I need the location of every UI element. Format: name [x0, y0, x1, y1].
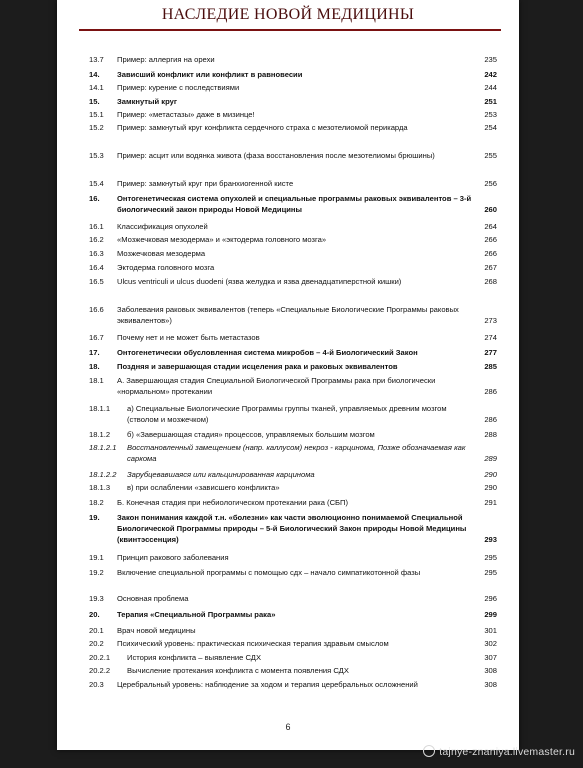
toc-entry-page: 242: [484, 70, 497, 79]
toc-entry-number: 19.: [89, 513, 100, 522]
toc-entry[interactable]: [89, 442, 497, 464]
toc-entry-number: 18.1.2.1: [89, 443, 117, 452]
toc-entry-title: Врач новой медицины: [117, 626, 196, 635]
toc-entry-number: 20.: [89, 610, 100, 619]
toc-entry[interactable]: [89, 234, 497, 245]
toc-entry-number: 16.5: [89, 277, 104, 286]
toc-entry-page: 301: [484, 626, 497, 635]
watermark-text: tajnye-znaniya.livemaster.ru: [439, 746, 575, 758]
toc-entry-page: 255: [484, 151, 497, 160]
toc-entry-number: 18.2: [89, 498, 104, 507]
toc-entry-page: 299: [484, 610, 497, 619]
toc-entry[interactable]: [89, 82, 497, 93]
watermark: [423, 745, 575, 758]
toc-entry-page: 296: [484, 594, 497, 603]
toc-entry-number: 19.3: [89, 594, 104, 603]
toc-entry-page: 291: [484, 498, 497, 507]
toc-entry-number: 15.4: [89, 179, 104, 188]
toc-entry-number: 16.2: [89, 235, 104, 244]
toc-entry-title: Пример: асцит или водянка живота (фаза восстановления после мезотелиомы брюшины): [117, 151, 435, 160]
toc-entry[interactable]: [89, 652, 497, 663]
toc-entry-number: 16.7: [89, 333, 104, 342]
toc-entry-title: А. Завершающая стадия Специальной Биологической Программы рака при биологически «нормальном» протекании: [117, 376, 436, 396]
toc-entry-title: Замкнутый круг: [117, 97, 178, 106]
toc-entry-title: Пример: замкнутый круг конфликта сердечного страха с мезотелиомой перикарда: [117, 123, 408, 132]
toc-entry[interactable]: [89, 665, 497, 676]
toc-entry-number: 16.6: [89, 305, 104, 314]
toc-entry-title: «Мозжечковая мезодерма» и «эктодерма головного мозга»: [117, 235, 327, 244]
toc-entry-page: 264: [484, 222, 497, 231]
toc-entry-page: 285: [484, 362, 497, 371]
toc-entry[interactable]: [89, 567, 497, 578]
toc-entry-page: 302: [484, 639, 497, 648]
toc-entry-number: 16.: [89, 194, 100, 203]
toc-entry[interactable]: [89, 512, 497, 545]
toc-entry-page: 244: [484, 83, 497, 92]
toc-entry[interactable]: [89, 221, 497, 232]
toc-entry-number: 18.1.3: [89, 483, 111, 492]
toc-entry-title: Восстановленный замещением (напр. каллусом) некроз - карцинома, Позже обозначаемая как саркома: [127, 443, 466, 463]
toc-entry-page: 308: [484, 680, 497, 689]
book-page: [57, 0, 519, 750]
toc-entry-number: 14.1: [89, 83, 104, 92]
toc-entry-title: Заболевания раковых эквивалентов (теперь «Специальные Биологические Программы раковых эквивалентов»): [117, 305, 459, 325]
toc-entry-page: 251: [484, 97, 497, 106]
toc-entry-page: 274: [484, 333, 497, 342]
toc-entry-title: Пример: замкнутый круг при бранхиогенной кисте: [117, 179, 294, 188]
toc-entry-page: 290: [484, 470, 497, 479]
toc-entry-page: 295: [484, 553, 497, 562]
toc-entry[interactable]: [89, 609, 497, 620]
toc-entry-page: 273: [484, 316, 497, 325]
toc-entry[interactable]: [89, 193, 497, 215]
toc-entry-page: 293: [484, 535, 497, 544]
toc-entry[interactable]: [89, 375, 497, 397]
toc-entry-title: Мозжечковая мезодерма: [117, 249, 206, 258]
toc-entry-number: 16.1: [89, 222, 104, 231]
toc-entry-title: Ulcus ventriculi и ulcus duodeni (язва желудка и язва двенадцатиперстной кишки): [117, 277, 402, 286]
toc-entry-number: 15.3: [89, 151, 104, 160]
toc-entry[interactable]: [89, 403, 497, 425]
toc-entry[interactable]: [89, 304, 497, 326]
toc-entry-number: 16.3: [89, 249, 104, 258]
toc-entry-number: 18.1.1: [89, 404, 111, 413]
toc-entry-number: 20.2.1: [89, 653, 111, 662]
shop-logo-icon: [423, 745, 435, 757]
toc-entry-title: Закон понимания каждой т.н. «болезни» как части эволюционно понимаемой Специальной Биологической Программы природы – 5-й Биологический Закон природы Новой Медицины (квинтэссенция): [117, 513, 467, 544]
toc-entry-number: 18.1.2: [89, 430, 111, 439]
toc-entry-number: 18.1.2.2: [89, 470, 117, 479]
page-number: 6: [285, 722, 291, 732]
toc-entry[interactable]: [89, 482, 497, 493]
toc-entry[interactable]: [89, 552, 497, 563]
toc-entry[interactable]: [89, 54, 497, 65]
toc-entry-title: Вычисление протекания конфликта с момента появления СДХ: [127, 666, 349, 675]
toc-entry-number: 17.: [89, 348, 100, 357]
toc-entry-title: Принцип ракового заболевания: [117, 553, 229, 562]
toc-entry-number: 18.1: [89, 376, 104, 385]
toc-entry[interactable]: [89, 497, 497, 508]
toc-entry[interactable]: [89, 248, 497, 259]
toc-entry[interactable]: [89, 262, 497, 273]
toc-entry-title: а) Специальные Биологические Программы группы тканей, управляемых древним мозгом (стволом и мозжечком): [127, 404, 447, 424]
toc-entry-title: Терапия «Специальной Программы рака»: [117, 610, 276, 619]
toc-entry[interactable]: [89, 625, 497, 636]
toc-entry[interactable]: [89, 347, 497, 358]
toc-entry[interactable]: [89, 276, 497, 287]
toc-entry-page: 260: [484, 205, 497, 214]
toc-entry-title: б) «Завершающая стадия» процессов, управляемых большим мозгом: [127, 430, 375, 439]
toc-entry-number: 16.4: [89, 263, 104, 272]
toc-entry-number: 18.: [89, 362, 100, 371]
toc-entry-title: Основная проблема: [117, 594, 189, 603]
toc-entry-page: 256: [484, 179, 497, 188]
toc-entry[interactable]: [89, 96, 497, 107]
toc-entry-number: 15.: [89, 97, 100, 106]
toc-entry-page: 266: [484, 249, 497, 258]
toc-entry-page: 267: [484, 263, 497, 272]
toc-entry-title: Зависший конфликт или конфликт в равновесии: [117, 70, 303, 79]
toc-entry[interactable]: [89, 361, 497, 372]
toc-entry-number: 19.1: [89, 553, 104, 562]
toc-entry-title: Онтогенетически обусловленная система микробов – 4-й Биологический Закон: [117, 348, 418, 357]
toc-entry-title: Пример: курение с последствиями: [117, 83, 240, 92]
toc-entry-title: в) при ослаблении «зависшего конфликта»: [127, 483, 280, 492]
toc-entry-page: 266: [484, 235, 497, 244]
toc-entry-page: 289: [484, 454, 497, 463]
toc-entry[interactable]: [89, 178, 497, 189]
toc-entry[interactable]: [89, 593, 497, 604]
toc-entry-title: Зарубцевавшаяся или кальцинированная карцинома: [127, 470, 315, 479]
toc-entry[interactable]: [89, 638, 497, 649]
toc-entry-number: 20.2: [89, 639, 104, 648]
toc-entry-number: 15.1: [89, 110, 104, 119]
toc-entry-title: Эктодерма головного мозга: [117, 263, 215, 272]
toc-entry-page: 286: [484, 387, 497, 396]
toc-entry-title: Пример: аллергия на орехи: [117, 55, 215, 64]
toc-entry[interactable]: [89, 109, 497, 120]
toc-entry-title: Классификация опухолей: [117, 222, 208, 231]
toc-entry-title: Поздняя и завершающая стадии исцеления рака и раковых эквивалентов: [117, 362, 398, 371]
toc-entry-title: Почему нет и не может быть метастазов: [117, 333, 260, 342]
toc-entry[interactable]: [89, 69, 497, 80]
toc-entry-number: 13.7: [89, 55, 104, 64]
toc-entry-page: 235: [484, 55, 497, 64]
toc-entry[interactable]: [89, 469, 497, 480]
toc-entry-number: 19.2: [89, 568, 104, 577]
toc-entry[interactable]: [89, 679, 497, 690]
toc-entry[interactable]: [89, 150, 497, 161]
toc-entry-number: 20.1: [89, 626, 104, 635]
toc-entry-title: Пример: «метастазы» даже в мизинце!: [117, 110, 255, 119]
toc-entry-page: 253: [484, 110, 497, 119]
toc-entry-page: 277: [484, 348, 497, 357]
toc-entry-page: 290: [484, 483, 497, 492]
toc-entry-number: 20.2.2: [89, 666, 111, 675]
toc-entry-number: 15.2: [89, 123, 104, 132]
toc-entry-number: 14.: [89, 70, 100, 79]
toc-entry[interactable]: [89, 122, 497, 133]
toc-entry-page: 308: [484, 666, 497, 675]
toc-entry-title: Включение специальной программы с помощью сдх – начало симпатикотонной фазы: [117, 568, 421, 577]
toc-entry-title: Б. Конечная стадия при небиологическом протекании рака (СБП): [117, 498, 349, 507]
toc-entry-number: 20.3: [89, 680, 104, 689]
toc-entry-title: Церебральный уровень: наблюдение за ходом и терапия церебральных осложнений: [117, 680, 418, 689]
toc-entry-title: Психический уровень: практическая психическая терапия здравым смыслом: [117, 639, 389, 648]
toc-entry-page: 307: [484, 653, 497, 662]
toc-entry-page: 288: [484, 430, 497, 439]
toc-entry-page: 254: [484, 123, 497, 132]
toc-entry-title: Онтогенетическая система опухолей и специальные программы раковых эквивалентов – 3-й биологический закон природы Новой Медицины: [117, 194, 472, 214]
table-of-contents: [57, 0, 519, 750]
toc-entry-page: 295: [484, 568, 497, 577]
toc-entry-title: История конфликта – выявление СДХ: [127, 653, 262, 662]
page-header-title: НАСЛЕДИЕ НОВОЙ МЕДИЦИНЫ: [161, 6, 415, 23]
toc-entry[interactable]: [89, 332, 497, 343]
toc-entry-page: 286: [484, 415, 497, 424]
toc-entry-page: 268: [484, 277, 497, 286]
toc-entry[interactable]: [89, 429, 497, 440]
